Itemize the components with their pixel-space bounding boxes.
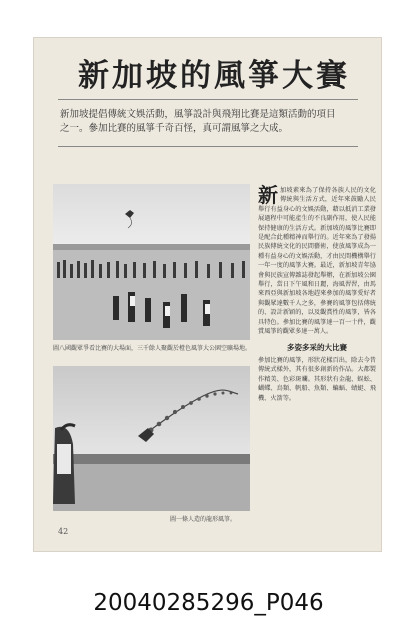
crowd-photo <box>53 184 250 340</box>
dragon-kite-image <box>53 366 250 511</box>
article-title: 新加坡的風箏大賽 <box>78 58 350 94</box>
body-paragraph-2: 參加比賽的風箏，形狀花樣百出，除去今昔傳統式樣外，其有很多創新的作品。大都製作精美、色彩斑斕。其形狀有金龍、蜈蚣、蝴蝶、鳥類、帆船、魚類、蝙蝠、蜻蜓、飛機、火箭等。 <box>258 356 376 402</box>
article-intro: 新加坡提倡傳統文娛活動，風箏設計與飛翔比賽是這類活動的項目之一。參加比賽的風箏千奇百怪，真可謂風箏之大成。 <box>60 109 336 134</box>
top-photo-caption: 圖八國觀眾爭看比賽的大場面，三千餘人聚觀於橙色風箏大公園空曠場地。 <box>53 345 252 352</box>
section-subhead: 多姿多采的大比賽 <box>287 342 347 352</box>
bottom-photo-caption: 圖一條人造的龍形風箏。 <box>170 516 237 523</box>
file-label: 20040285296_P046 <box>93 590 324 616</box>
body-paragraph-1: 加坡素來為了保持各族人民的文化傳統與生活方式，近年來鼓勵人民舉行有益身心的文娛活動，藉以抵消工業發展過程中可能產生的不良副作用，使人民能保持健康的生活方式。新加坡的風箏比賽即是配合此種精神而舉行的。近年來為了發揚民族傳統文化的民間藝術，使放風箏成為一種有益身心的文娛活動，才由民間機構舉行一年一度的風箏大賽。最近，新加坡青年協會與民族宣傳雜誌發起舉辦，在新加坡公園舉行，當日下午風和日麗，海風習習，由馬來西亞與新加坡各地趕來參加的風箏愛好者與觀眾達數千人之多，參賽的風箏包括傳統的、設計新穎的，以及觀賞性的風箏，皆各具特色。參加比賽的風箏達一百一十件，觀賞風箏的觀眾多達一萬人。 <box>258 187 376 336</box>
page-number: 42 <box>58 527 69 536</box>
drop-cap: 新 <box>258 183 278 207</box>
title-rule <box>58 99 358 100</box>
intro-rule <box>58 146 358 147</box>
crowd-photo-image <box>53 184 250 340</box>
dragon-kite-photo <box>53 366 250 511</box>
body-column <box>258 183 376 403</box>
